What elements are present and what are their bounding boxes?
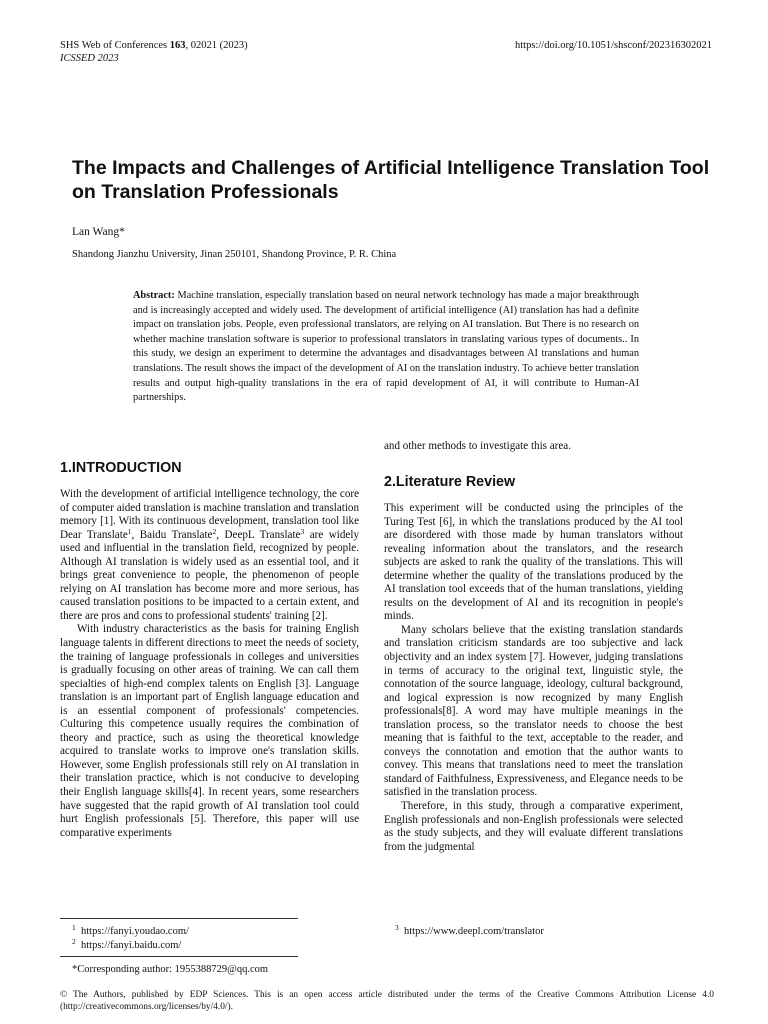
footnote-link[interactable]: https://fanyi.baidu.com/: [81, 940, 182, 951]
footnote-number: 3: [395, 923, 399, 932]
journal-citation: [60, 39, 248, 52]
intro-text: are widely used and influential in the translation field, recognized by people. Although AI translation is widely used as an essential tool, and it brings great convenience to people, the phenomenon of people relying on AI translation has become more and more serious, has caused translation positions to be impacted to a certain extent, and there are pros and cons to professional students' training [2].: [60, 528, 359, 622]
license-notice: © The Authors, published by EDP Sciences. This is an open access article distributed under the terms of the Creative Commons Attribution License 4.0 (http://creativecommons.org/licenses/by/4.0/).: [60, 990, 714, 1013]
corresponding-author: *Corresponding author: 1955388729@qq.com: [72, 964, 269, 975]
journal-name: SHS Web of Conferences: [60, 40, 170, 51]
lit-paragraph-1: This experiment will be conducted using the principles of the Turing Test [6], in which the translations produced by the AI tool are disordered with those made by human translators without revealing information about the translators, and the research subjects are asked to rank the quality of the translations. This will determine whether the quality of the translations produced by the AI translation tool exceeds that of the human translations, yielding results on the development of AI and its recognition in people's minds.: [384, 502, 683, 623]
right-column: [384, 502, 683, 854]
footnote-ref-2[interactable]: 2: [212, 526, 217, 536]
footnote-number: 1: [72, 923, 76, 932]
intro-text: , DeepL Translate: [216, 528, 301, 541]
abstract-text: Machine translation, especially translation based on neural network technology has made a major breakthrough and is increasingly accepted and widely used. The development of artificial intelligence (AI) translation has had a definite impact on translation jobs. People, even professional translators, are relying on AI translation. But There is no research on whether machine translation software is superior to professional translators in translating various types of documents.. In this study, we design an experiment to determine the advantages and disadvantages between AI translations and human translations. The result shows the impact of the development of AI on the translation industry. To achieve better translation results and output high-quality translations in the era of rapid development of AI, it will contribute to Human-AI partnerships.: [133, 290, 639, 404]
footnote-divider: [60, 956, 298, 957]
author-name: Lan Wang*: [72, 226, 125, 238]
lit-paragraph-2: Many scholars believe that the existing translation standards and translation criticism standards are too subjective and lack objectivity and an index system [7]. However, judging translations in terms of accuracy to the original text, linguistic style, the connotation of the source language, ideology, cultural background, and logical expression is now recognized by many English professionals[8]. A word may have multiple meanings in the translation process, so the translator needs to choose the best meaning that is faithful to the text, acceptable to the reader, and conveys the connotation and emotion that the author wants to convey. This means that translations need to meet the translation standard of Faithfulness, Expressiveness, and Elegance needs to be satisfied in the translation process.: [384, 623, 683, 799]
footnote-ref-3[interactable]: 3: [300, 526, 305, 536]
abstract-label: Abstract:: [133, 290, 175, 301]
footnote-link[interactable]: https://www.deepl.com/translator: [404, 926, 544, 937]
left-column: [60, 488, 359, 840]
journal-volume: 163: [169, 40, 186, 51]
intro-text: With the development of artificial intelligence technology, the core of computer aided translation is machine translation and translation memory [1]. With its continuous development, translation tool like Dear Translate: [60, 488, 359, 541]
intro-paragraph-2: With industry characteristics as the basis for training English language talents in different directions to meet the needs of society, the training of language professionals in colleges and universities is gradually focusing on other areas of training. We can call them specialties of high-end complex talents on English [3]. Language translation is an important part of English language education and is an essential component of professionals' competencies. Culturing this competence usually requires the combination of theory and practice, such as using the theoretical knowledge acquired to translate works to improve one's translation skills. However, some English professionals still rely on AI translation in their translation practice, which is not conducive to developing their English language skills[4]. In recent years, some researchers have suggested that the rapid growth of AI translation tool could hurt English professionals [5]. Therefore, this paper will use comparative experiments: [60, 623, 359, 839]
footnote-number: 2: [72, 937, 76, 946]
footnote-ref-1[interactable]: 1: [127, 526, 132, 536]
section-heading-literature-review: 2.Literature Review: [384, 474, 516, 490]
article-info: , 02021 (2023): [185, 40, 248, 51]
doi-link[interactable]: https://doi.org/10.1051/shsconf/202316302021: [515, 40, 712, 51]
conference-name: ICSSED 2023: [60, 53, 119, 64]
footnote-3: [395, 925, 544, 938]
footnote-2: [72, 939, 181, 952]
paper-title: The Impacts and Challenges of Artificial Intelligence Translation Tool on Translation Professionals: [72, 157, 710, 203]
running-header: [60, 39, 248, 65]
footnote-divider: [60, 918, 298, 919]
continued-text: and other methods to investigate this area.: [384, 440, 572, 452]
footnote-1: [72, 925, 189, 938]
section-heading-introduction: 1.INTRODUCTION: [60, 460, 182, 476]
author-affiliation: Shandong Jianzhu University, Jinan 250101, Shandong Province, P. R. China: [72, 249, 397, 260]
abstract: [133, 289, 639, 406]
footnote-link[interactable]: https://fanyi.youdao.com/: [81, 926, 189, 937]
intro-paragraph-1: [60, 488, 359, 623]
lit-paragraph-3: Therefore, in this study, through a comparative experiment, English professionals and non-English professionals were selected as the study subjects, and they will evaluate different translations from the judgmental: [384, 800, 683, 853]
intro-text: , Baidu Translate: [131, 528, 213, 541]
